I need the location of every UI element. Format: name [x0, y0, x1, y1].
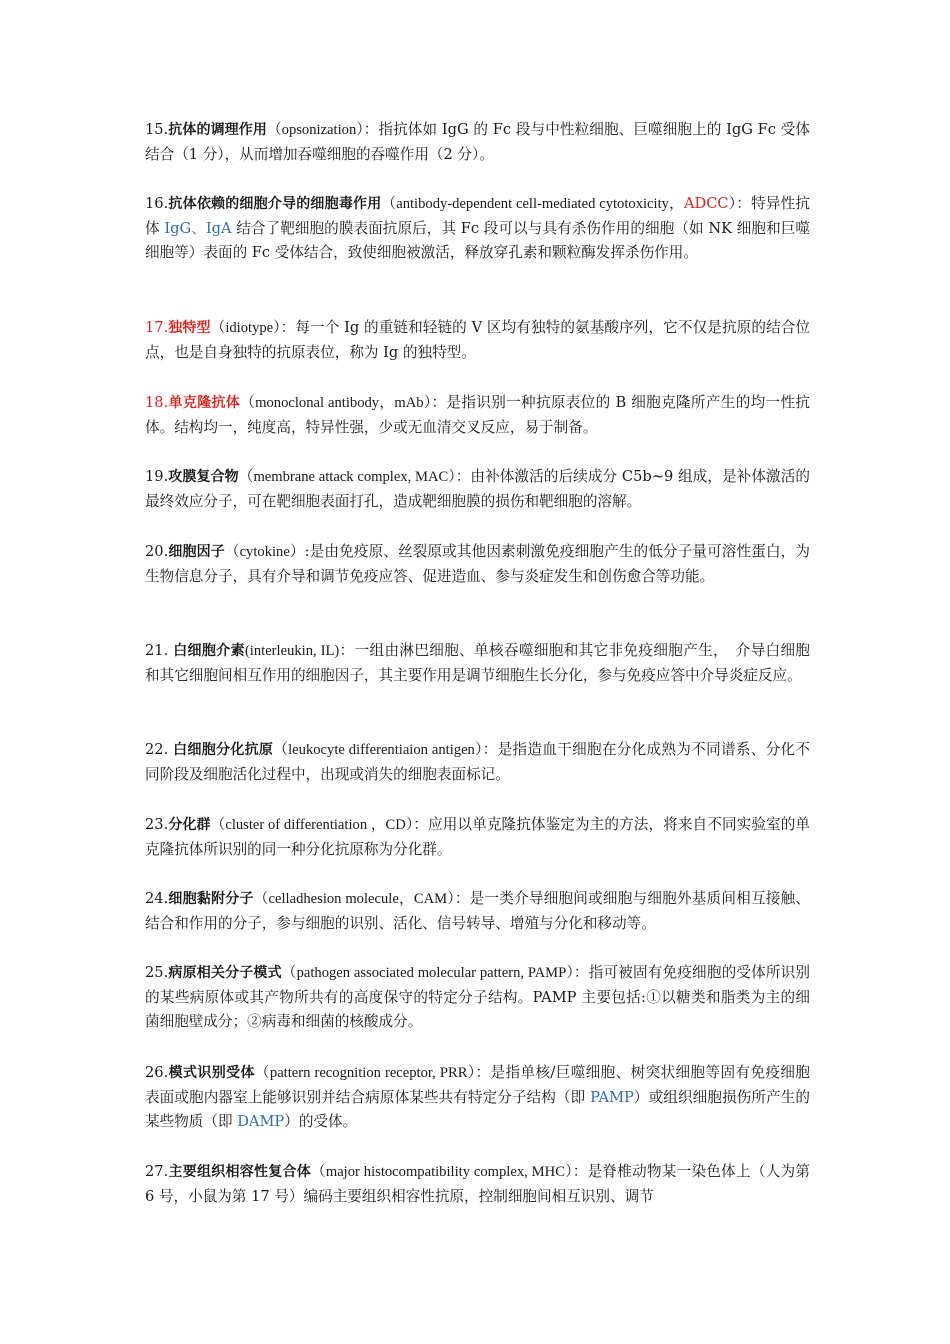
entry-text-segment: ）：每一个 Ig 的重链和轻链的 V 区均有独特的氨基酸序列，它不仅是抗原的结合位点，也是自身独特的抗原表位，称为 Ig 的独特型。: [145, 319, 811, 361]
entry-text-segment: DAMP: [237, 1113, 285, 1131]
entry-text-segment: ）：是指单核/巨噬细胞、树突状细胞等固有免疫细胞表面或胞内器室上能够识别并结合病原体某些共有特定分子结构（即: [145, 1064, 810, 1106]
entry-22: [145, 738, 810, 787]
entry-term: 抗体依赖的细胞介导的细胞毒作用: [168, 196, 382, 212]
entry-number: 23.: [145, 816, 169, 833]
entry-text-segment: ）：是脊椎动物某一染色体上（人为第 6 号，小鼠为第 17 号）编码主要组织相容性抗原，控制细胞间相互识别、调节: [145, 1163, 810, 1205]
entry-number: 20.: [145, 543, 169, 560]
entry-text-segment: ，: [668, 195, 684, 212]
entry-term: 模式识别受体: [168, 1065, 255, 1081]
entry-text-segment: monoclonal antibody: [255, 395, 380, 411]
entry-number: 26.: [145, 1064, 169, 1081]
entry-term: 细胞因子: [168, 544, 225, 560]
entry-text-segment: IgG、IgA: [164, 219, 232, 237]
entry-text-segment: ADCC: [683, 195, 729, 212]
entry-text-segment: ）：是一类介导细胞间或细胞与细胞外基质间相互接触、结合和作用的分子，参与细胞的识别、活化、信号转导、增殖与分化和移动等。: [145, 890, 810, 932]
entry-26: [145, 1061, 810, 1135]
entry-text-segment: ）的受体。: [284, 1113, 358, 1131]
entry-text-segment: ）：由补体激活的后续成分 C5b~9 组成，是补体激活的最终效应分子，可在靶细胞表面打孔，造成靶细胞膜的损伤和靶细胞的溶解。: [145, 468, 810, 510]
entry-text-segment: CAM: [413, 891, 448, 907]
entry-number: 18.: [145, 394, 169, 411]
entry-20: [145, 540, 810, 589]
entry-text-segment: celladhesion molecule: [268, 891, 399, 907]
entry-text-segment: idiotype: [225, 320, 274, 336]
entry-text-segment: （: [253, 890, 269, 907]
entry-text-segment: （: [273, 741, 289, 758]
entry-text-segment: ，: [379, 394, 395, 411]
entry-text-segment: mAb: [394, 395, 424, 411]
entry-term: 病原相关分子模式: [168, 965, 282, 981]
entry-term: 单克隆抗体: [168, 395, 241, 411]
entry-term: 抗体的调理作用: [168, 122, 267, 138]
entry-text-segment: antibody-dependent cell-mediated cytotoxicity: [396, 196, 669, 212]
entry-text-segment: membrane attack complex, MAC: [253, 469, 449, 485]
entry-text-segment: （: [224, 543, 240, 560]
entry-27: [145, 1160, 810, 1209]
entry-text-segment: cluster of differentiation ，CD: [225, 817, 406, 833]
entry-text-segment: （: [281, 964, 297, 981]
entry-text-segment: cytokine: [239, 544, 290, 560]
entry-term: 分化群: [168, 817, 211, 833]
entry-text-segment: （: [238, 468, 254, 485]
entry-term: 独特型: [168, 320, 211, 336]
entry-term: 白细胞介素: [173, 643, 245, 659]
entry-15: [145, 118, 810, 167]
entry-number: 16.: [145, 195, 169, 212]
entry-18: [145, 391, 810, 440]
entry-text-segment: ）：应用以单克隆抗体鉴定为主的方法，将来自不同实验室的单克隆抗体所识别的同一种分化抗原称为分化群。: [145, 816, 811, 858]
entry-text-segment: pathogen associated molecular pattern, PAMP: [296, 965, 567, 981]
entry-text-segment: （: [240, 394, 256, 411]
entry-number: 25.: [145, 964, 169, 981]
entry-number: 24.: [145, 890, 169, 907]
entry-24: [145, 887, 810, 936]
entry-number: 22.: [145, 741, 174, 758]
entry-text-segment: ，: [398, 890, 414, 907]
entry-text-segment: ）：指抗体如 IgG 的 Fc 段与中性粒细胞、巨噬细胞上的 IgG Fc 受体结合（1 分），从而增加吞噬细胞的吞噬作用（2 分）。: [145, 121, 810, 163]
entry-text-segment: ：一组由淋巴细胞、单核吞噬细胞和其它非免疫细胞产生， 介导白细胞和其它细胞间相互作用的细胞因子，其主要作用是调节细胞生长分化，参与免疫应答中介导炎症反应。: [145, 642, 811, 684]
entry-23: [145, 813, 810, 862]
entry-text-segment: leukocyte differentiaion antigen: [288, 742, 475, 758]
entry-text-segment: ）或组织细胞损伤所产生的某些物质（即: [145, 1088, 810, 1131]
entry-16: [145, 192, 810, 266]
entry-text-segment: （: [210, 816, 226, 833]
entry-21: [145, 639, 810, 688]
entry-25: [145, 961, 810, 1035]
entry-text-segment: （: [210, 319, 226, 336]
entry-text-segment: （: [266, 121, 282, 138]
entry-text-segment: （: [381, 195, 397, 212]
entry-text-segment: (interleukin, IL): [244, 643, 340, 659]
entry-text-segment: ）：指可被固有免疫细胞的受体所识别的某些病原体或其产物所共有的高度保守的特定分子结构。PAMP 主要包括:①以糖类和脂类为主的细菌细胞壁成分；②病毒和细菌的核酸成分。: [145, 964, 811, 1031]
entry-text-segment: ）：是指识别一种抗原表位的 B 细胞克隆所产生的均一性抗体。结构均一，纯度高，特异性强，少或无血清交叉反应，易于制备。: [145, 394, 810, 436]
entry-text-segment: 结合了靶细胞的膜表面抗原后，其 Fc 段可以与具有杀伤作用的细胞（如 NK 细胞和巨噬细胞等）表面的 Fc 受体结合，致使细胞被激活，释放穿孔素和颗粒酶发挥杀伤作用。: [145, 219, 811, 262]
entry-text-segment: ）：特异性抗体: [145, 195, 810, 237]
entry-19: [145, 465, 810, 514]
entry-text-segment: ）:是由免疫原、丝裂原或其他因素刺激免疫细胞产生的低分子量可溶性蛋白，为生物信息分子，具有介导和调节免疫应答、促进造血、参与炎症发生和创伤愈合等功能。: [145, 543, 810, 585]
entry-text-segment: opsonization: [281, 122, 357, 138]
entry-number: 27.: [145, 1163, 169, 1180]
entry-term: 白细胞分化抗原: [173, 742, 274, 758]
entry-text-segment: PAMP: [590, 1088, 634, 1106]
entry-text-segment: pattern recognition receptor, PRR: [269, 1065, 468, 1081]
entry-number: 15.: [145, 121, 169, 138]
entry-number: 17.: [145, 319, 169, 336]
entry-text-segment: major histocompatibility complex, MHC: [325, 1164, 565, 1180]
entry-17: [145, 316, 810, 365]
entry-text-segment: ）：是指造血干细胞在分化成熟为不同谱系、分化不同阶段及细胞活化过程中，出现或消失的细胞表面标记。: [145, 741, 811, 783]
entry-term: 主要组织相容性复合体: [168, 1164, 311, 1180]
entry-number: 21.: [145, 642, 174, 659]
entry-text-segment: （: [254, 1064, 270, 1081]
entry-text-segment: （: [310, 1163, 326, 1180]
entry-term: 攻膜复合物: [168, 469, 239, 485]
entry-term: 细胞黏附分子: [168, 891, 254, 907]
entry-number: 19.: [145, 468, 169, 485]
